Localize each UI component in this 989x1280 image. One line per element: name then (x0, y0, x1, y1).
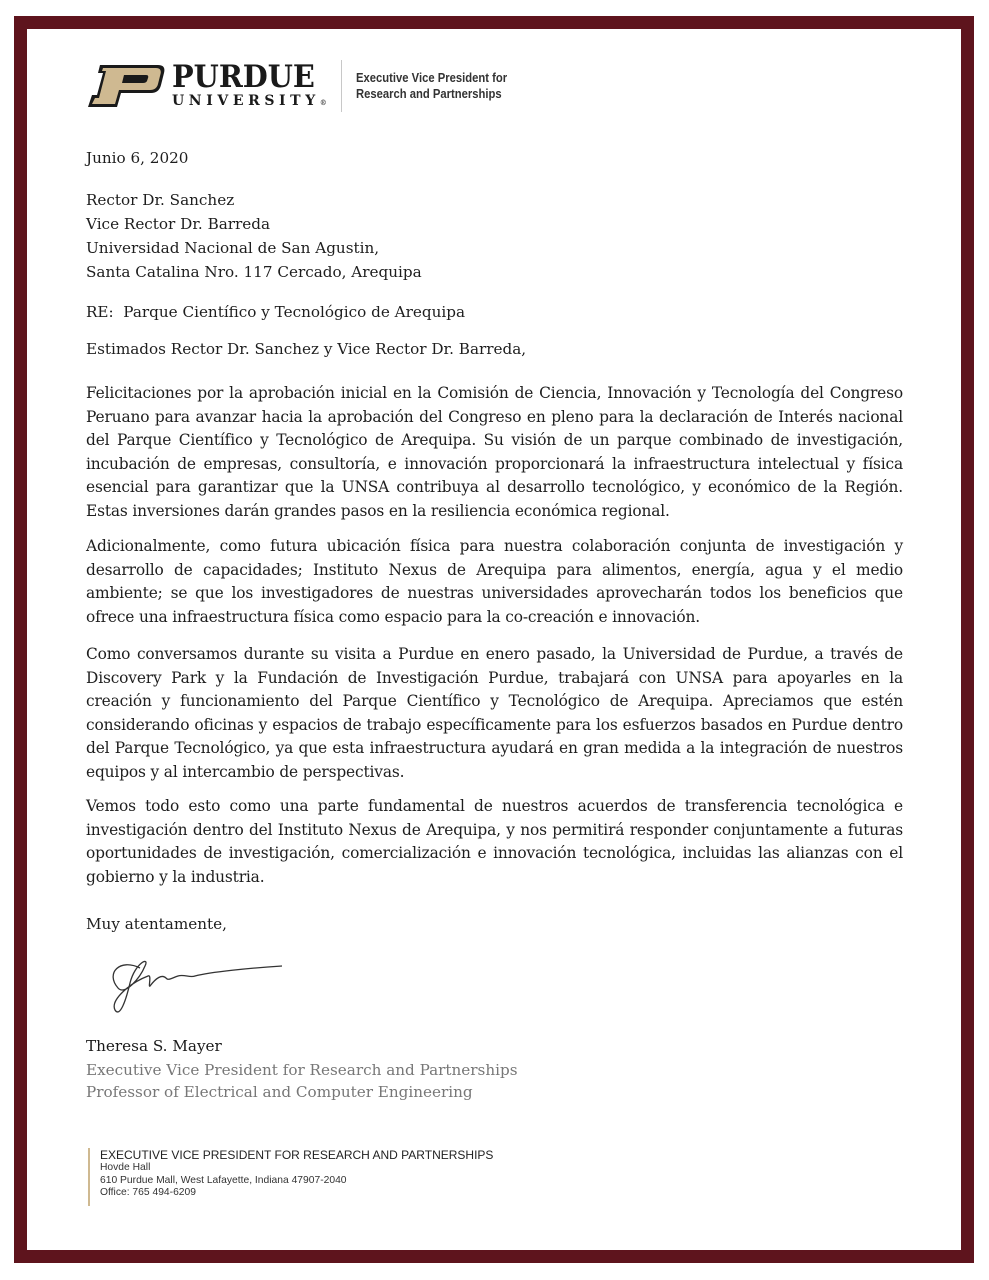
footer-address: 610 Purdue Mall, West Lafayette, Indiana 47907-2040 (100, 1174, 347, 1186)
recipient-line: Rector Dr. Sanchez (86, 191, 235, 209)
recipient-line: Santa Catalina Nro. 117 Cercado, Arequipa (86, 263, 422, 281)
wordmark-university-text: UNIVERSITY (172, 92, 320, 109)
signer-name: Theresa S. Mayer (86, 1037, 222, 1055)
salutation: Estimados Rector Dr. Sanchez y Vice Rector Dr. Barreda, (86, 340, 527, 358)
recipient-address (86, 188, 903, 284)
signer-title-2: Professor of Electrical and Computer Engineering (86, 1083, 473, 1101)
body-paragraph-2: Adicionalmente, como futura ubicación física para nuestra colaboración conjunta de investigación y desarrollo de capacidades; Instituto Nexus de Arequipa para alimentos, energía, agua y el medio ambiente; se que los investigadores de nuestras universidades aprovecharán todos los beneficios que ofrece una infraestructura física como espacio para la co-creación e innovación. (86, 537, 903, 626)
footer-phone: Office: 765 494-6209 (100, 1187, 196, 1198)
footer-title: EXECUTIVE VICE PRESIDENT FOR RESEARCH AND PARTNERSHIPS (100, 1148, 494, 1162)
purdue-wordmark (172, 58, 327, 111)
department-line-2: Research and Partnerships (355, 87, 502, 101)
signature-image (100, 948, 310, 1028)
footer-accent-bar (88, 1148, 90, 1206)
signer-title: Executive Vice President for Research and Partnerships (86, 1061, 518, 1079)
letter-footer (88, 1148, 493, 1206)
wordmark-purdue: PURDUE (172, 58, 315, 95)
wordmark-university (172, 93, 327, 111)
body-paragraph-1: Felicitaciones por la aprobación inicial en la Comisión de Ciencia, Innovación y Tecnología del Congreso Peruano para avanzar hacia la aprobación del Congreso en pleno para la declaración de Interés nacional del Parque Científico y Tecnológico de Arequipa. Su visión de un parque combinado de investigación, incubación de empresas, consultoría, e innovación proporcionará la infraestructura intelectual y física esencial para garantizar que la UNSA contribuya al desarrollo tecnológico, y económico de la Región. Estas inversiones darán grandes pasos en la resiliencia económica regional. (86, 384, 903, 520)
letter-date: Junio 6, 2020 (86, 149, 189, 167)
header-divider (341, 60, 342, 112)
body-paragraph-4: Vemos todo esto como una parte fundamental de nuestros acuerdos de transferencia tecnológica e investigación dentro del Instituto Nexus de Arequipa, y nos permitirá responder conjuntamente a futuras oportunidades de investigación, comercialización e innovación tecnológica, incluidas las alianzas con el gobierno y la industria. (86, 797, 903, 886)
registered-mark: ® (319, 97, 327, 107)
body-paragraph-3: Como conversamos durante su visita a Purdue en enero pasado, la Universidad de Purdue, a través de Discovery Park y la Fundación de Investigación Purdue, trabajará con UNSA para apoyarles en la creación y funcionamiento del Parque Científico y Tecnológico de Arequipa. Apreciamos que estén considerando oficinas y espacios de trabajo específicamente para los esfuerzos basados en Purdue dentro del Parque Tecnológico, ya que esta infraestructura ayudará en gran medida a la integración de nuestros equipos y al intercambio de perspectivas. (86, 645, 903, 781)
letterhead (86, 60, 524, 112)
subject-line: RE: Parque Científico y Tecnológico de Arequipa (86, 303, 466, 321)
department-line-1: Executive Vice President for (355, 71, 507, 85)
department-name (356, 70, 507, 102)
recipient-line: Vice Rector Dr. Barreda (86, 215, 271, 233)
closing: Muy atentamente, (86, 915, 227, 933)
purdue-p-logo-icon (86, 63, 166, 109)
recipient-line: Universidad Nacional de San Agustin, (86, 239, 380, 257)
footer-building: Hovde Hall (100, 1162, 151, 1173)
footer-contact (100, 1148, 493, 1206)
